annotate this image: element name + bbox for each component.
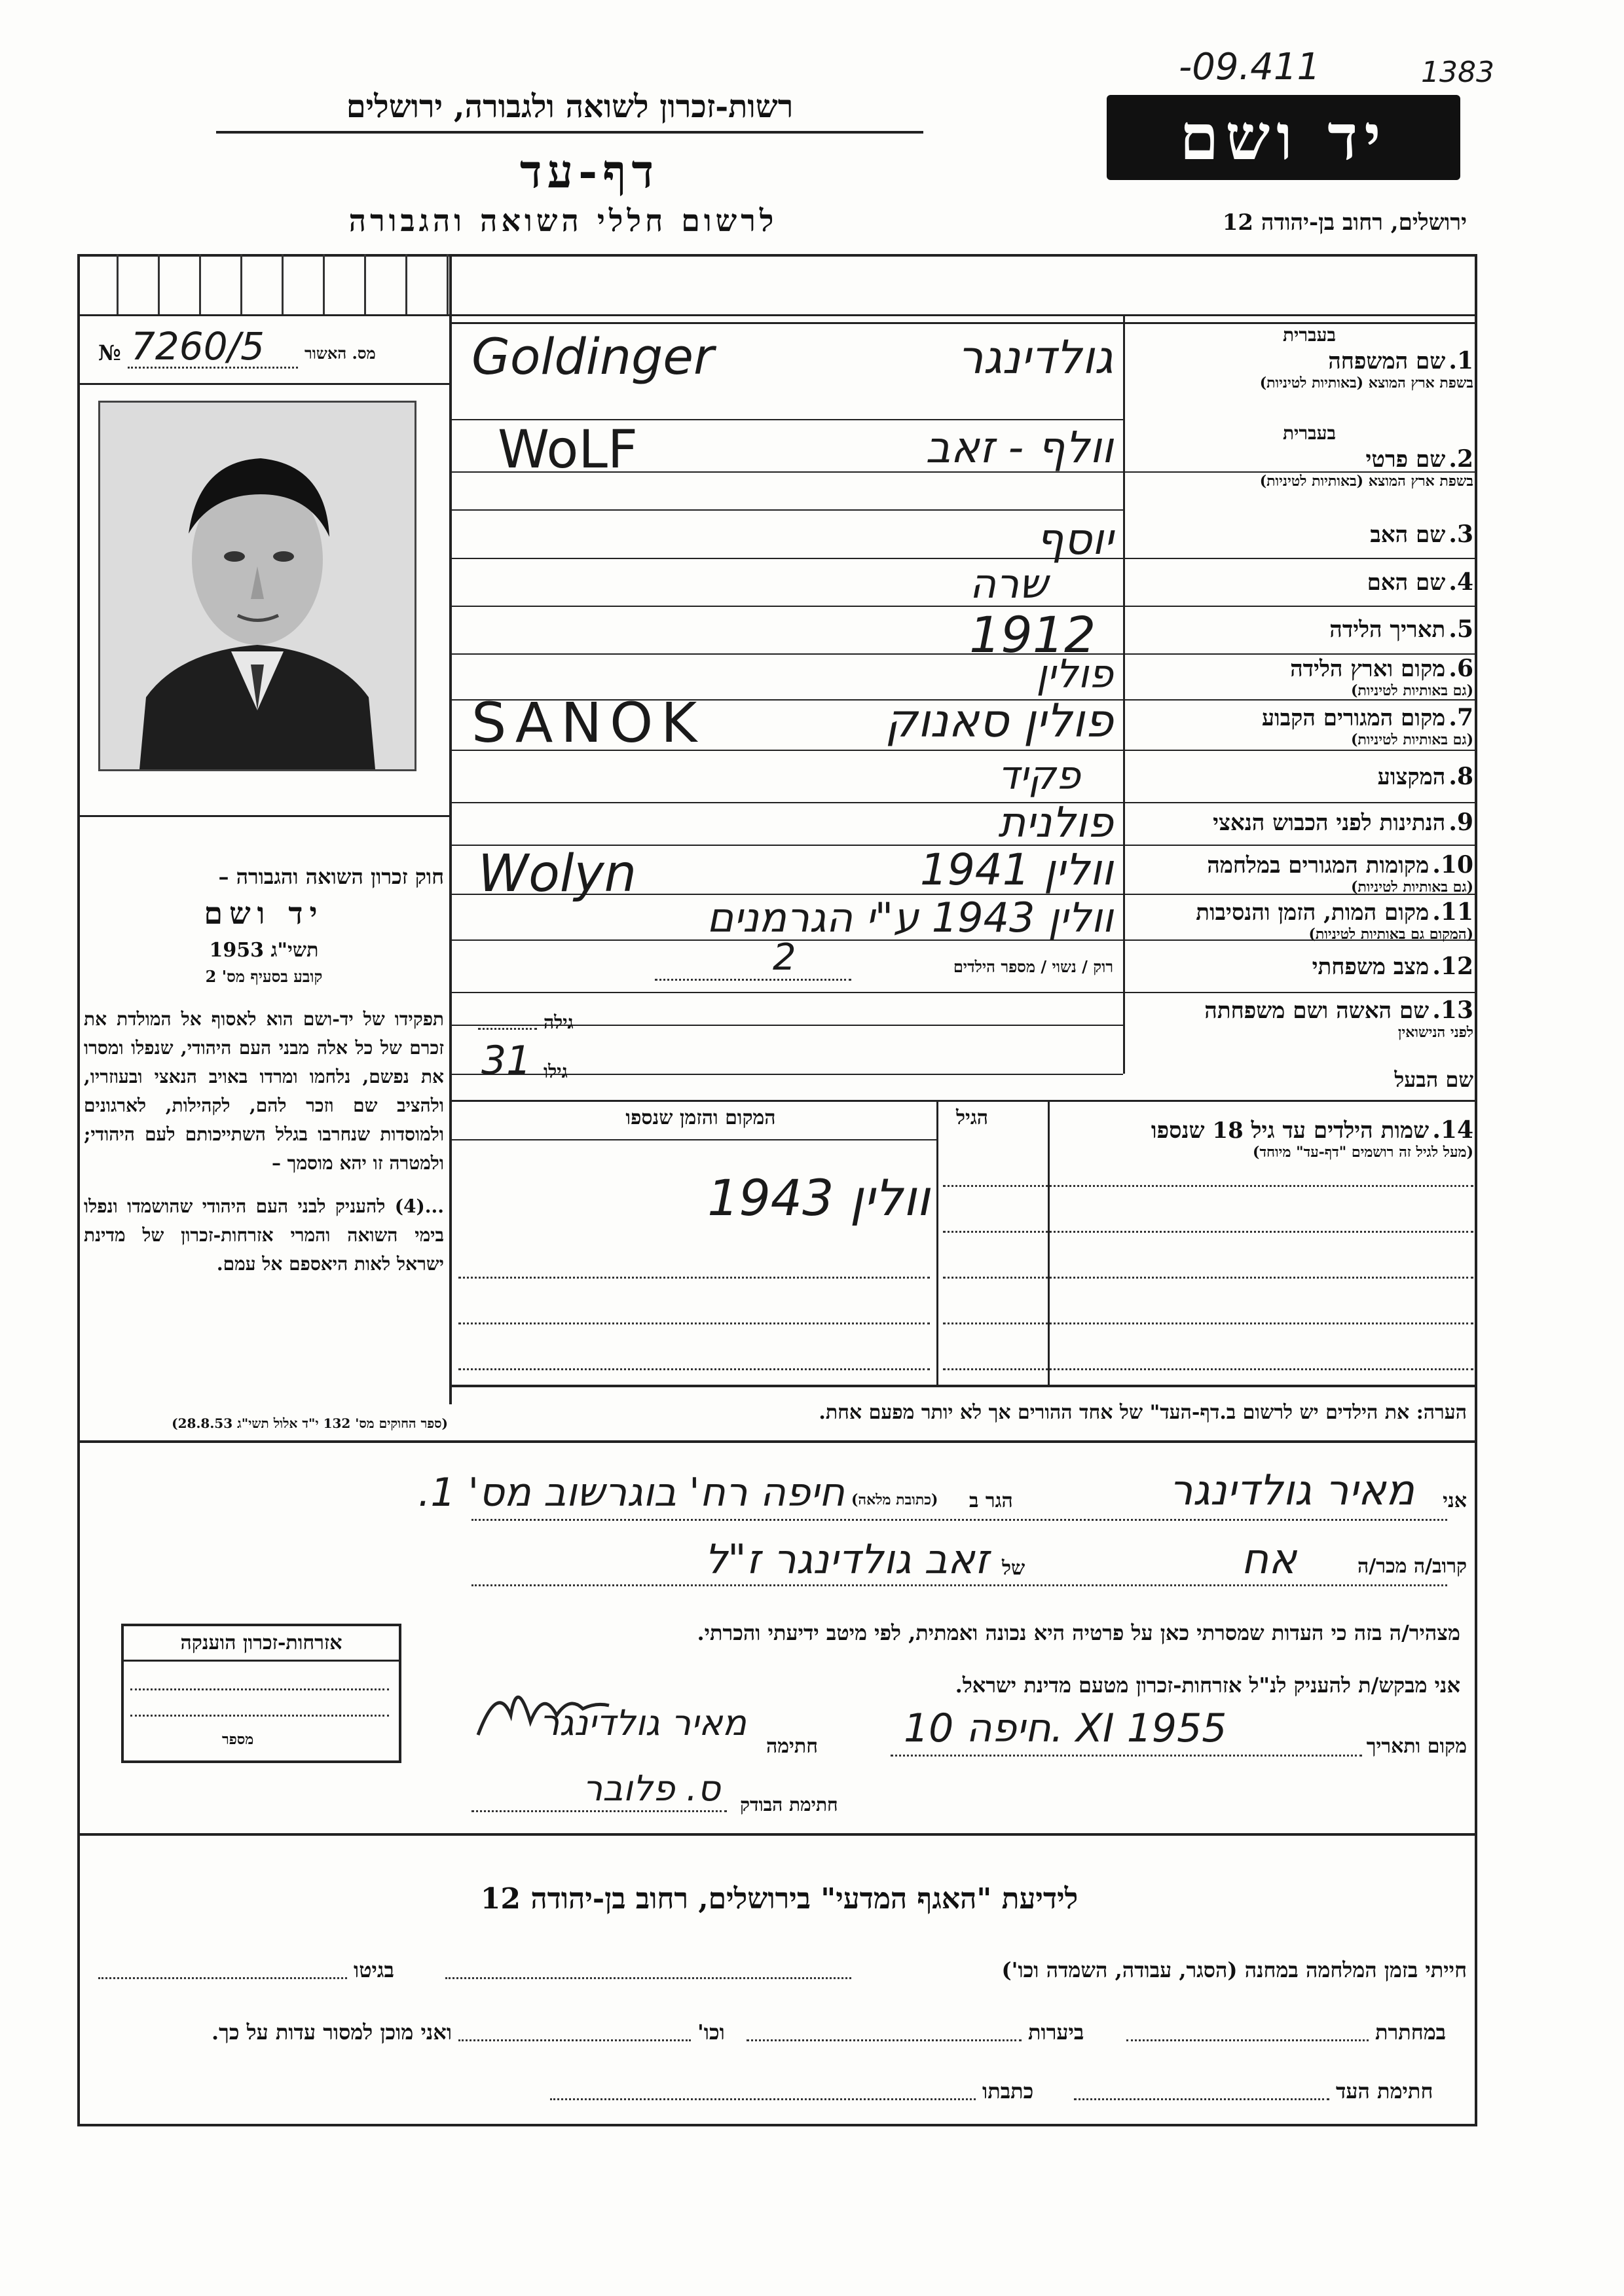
ref-number: 1383 <box>1421 56 1494 89</box>
approval-prefix: № <box>98 340 121 365</box>
signature: מאיר גולדינגר <box>539 1702 747 1743</box>
law-clause: קובע בסעיף מס' 2 <box>205 967 323 986</box>
occupation: פקיד <box>997 753 1080 799</box>
field-13-label: 13. שם האשה ושם משפחתה לפני הנישואין <box>1204 996 1473 1041</box>
footer-line2-a: במחתרת <box>1375 2020 1447 2045</box>
declaration-text: מצהיר/ה בזה כי העדות שמסרתי כאן על פרטיה היא נכונה ואמתית, לפי מיטב ידיעתי והכרתי. <box>697 1620 1460 1645</box>
husband-age-label: גילו <box>544 1061 568 1082</box>
wartime-latin: Wolyn <box>478 845 637 903</box>
portrait-silhouette <box>100 403 415 769</box>
address: ירושלים, רחוב בן-יהודה 12 <box>1222 210 1467 236</box>
yad-vashem-logo <box>1107 95 1460 180</box>
birth-date: 1912 <box>969 606 1096 664</box>
residence-latin: SANOK <box>471 691 705 755</box>
footer-line2-b: ביערות <box>1028 2020 1084 2045</box>
nationality: פולנית <box>998 799 1113 847</box>
father-name: יוסף <box>1036 514 1113 564</box>
footer-line3-a: חתימת העד <box>1336 2079 1433 2104</box>
field-2-note: בעברית <box>1282 422 1336 444</box>
law-text: תפקידו של יד-ושם הוא לאסוף אל המולדת את זכרם של כל אלה מבני העם היהודי, שנפלו ומסרו את נפשם, נלחמו ומרדו באויב הנאצי ובעוזריו, ולהציב שם וזכר להם, לקהילות, לארגונים ולמוסדות שנחרבו בגלל השתייכותם לעם היהודי; ולמטרה זו יהא מוסמך – <box>84 1008 444 1174</box>
relation-label: קרוב/ה מכר/ה <box>1357 1555 1467 1578</box>
children-title: 14. שמות הילדים עד גיל 18 שנספו (מעל לגיל זה רושמים "דף-עד" מיוחד) <box>1151 1116 1473 1161</box>
logo-text: יד ושם <box>1179 100 1388 174</box>
footer-line2-c: וכו' <box>697 2020 725 2045</box>
wife-age-label: גילה <box>544 1011 574 1033</box>
law-title-1: חוק זכרון השואה והגבורה – <box>218 864 444 889</box>
declarant-address: חיפה רח' בוגרשוב מס' 1. <box>418 1470 845 1516</box>
note: הערה: את הילדים יש לרשום ב.דף-העד" של אחד ההורים אך לא יותר מפעם אחת. <box>819 1401 1467 1424</box>
field-4-label: 4. שם האם <box>1367 568 1473 596</box>
footer-line3-b: כתבתו <box>982 2079 1034 2104</box>
authority-underline <box>216 131 923 134</box>
children-count: 2 <box>773 936 796 979</box>
firstname-latin: WoLF <box>498 419 638 480</box>
stamp-number-label: מספר <box>222 1731 254 1748</box>
top-cells <box>77 254 451 314</box>
field-7-label: 7. מקום המגורים הקבוע (גם באותיות לטיניות) <box>1261 704 1473 748</box>
footer-title: לידיעת "האגף המדעי" בירושלים, רחוב בן-יהודה 12 <box>480 1882 1079 1916</box>
ref-handwritten: -09.411 <box>1179 46 1321 88</box>
wartime-hebrew: וולין 1941 <box>919 845 1113 895</box>
declarant-name: מאיר גולדינגר <box>1169 1467 1414 1515</box>
declarant-line1-label: אני <box>1443 1489 1467 1512</box>
address-note: (כתובת מלאה) <box>851 1491 938 1508</box>
stamp-title: אזרחות-זכרון הוענקה <box>124 1631 399 1662</box>
footer-line1-b: בגיטו <box>354 1958 394 1982</box>
field-6-label: 6. מקום וארץ הלידה (גם באותיות לטיניות) <box>1290 655 1473 699</box>
field-1-label: 1. שם המשפחה בשפת ארץ המוצא (באותיות לטיניות) <box>1259 347 1473 392</box>
form-title: דף-עד <box>519 144 659 198</box>
authority-title: רשות-זכרון לשואה ולגבורה, ירושלים <box>346 88 794 125</box>
approval-label: מס. האשור <box>304 344 376 363</box>
field-9-label: 9. הנתינות לפני הכבוש הנאצי <box>1213 809 1473 836</box>
residence-hebrew: פולין סאנוק <box>885 694 1113 748</box>
law-title-2: יד ושם <box>204 896 324 931</box>
signature-label: חתימה <box>766 1735 818 1758</box>
field-10-label: 10. מקומות המגורים במלחמה (גם באותיות לטיניות) <box>1207 851 1473 896</box>
sidebar-divider <box>449 254 452 1404</box>
children-col-place: המקום והזמן שנספו <box>625 1106 776 1129</box>
field-11-label: 11. מקום המות, הזמן והנסיבות (המקום גם באותיות לטיניות) <box>1196 898 1473 943</box>
request-text: אני מבקש/ת להעניק לנ"ל אזרחות-זכרון מטעם מדינת ישראל. <box>955 1673 1460 1698</box>
declarant-resides: הגר ב <box>969 1489 1013 1512</box>
surname-latin: Goldinger <box>471 327 714 386</box>
approval-value: 7260/5 <box>131 324 265 369</box>
field-5-label: 5. תאריך הלידה <box>1329 615 1473 643</box>
husband-age: 31 <box>481 1038 532 1084</box>
form-subtitle: לרשום חללי השואה והגבורה <box>348 203 778 238</box>
footer-line2-d: ואני מוכן למסור עדות על כך. <box>211 2020 452 2045</box>
place-date-label: מקום ותאריך <box>1366 1735 1467 1758</box>
children-col-age: הגיל <box>956 1106 989 1129</box>
field-1-note: בעברית <box>1282 324 1336 346</box>
firstname-hebrew: וולף - זאב <box>925 422 1113 473</box>
footer-line1-a: חייתי בזמן המלחמה במחנה (הסגר, עבודה, השמדה וכו') <box>1001 1958 1467 1982</box>
signature-scribble <box>471 1669 616 1748</box>
field-12-label: 12. מצב משפחתי <box>1312 953 1473 980</box>
law-box <box>84 864 444 1279</box>
field-3-label: 3. שם האב <box>1370 520 1473 548</box>
checker-signature: ס. פלובר <box>582 1768 720 1809</box>
marital-options: רוק / נשוי / מספר הילדים <box>953 957 1113 976</box>
of-name: זאב גולדינגר ז"ל <box>704 1535 989 1583</box>
field-2-label: 2. שם פרטי בשפת ארץ המוצא (באותיות לטיניות) <box>1259 445 1473 490</box>
law-text-2: ...(4) להעניק לבני העם היהודי שהושמדו ונפלו בימי השואה והמרי אזרחות-זכרון של מדינת ישראל לאות היאספם אל עמם. <box>84 1195 444 1275</box>
relation-value: אח <box>1241 1535 1297 1584</box>
mother-name: שרה <box>969 560 1048 608</box>
field-8-label: 8. המקצוע <box>1377 763 1473 790</box>
of-label: של <box>1002 1557 1025 1580</box>
law-year: תשי"ג 1953 <box>209 939 319 962</box>
death-info: וולין 1943 ע"י הגרמנים <box>707 894 1113 941</box>
place-date-value: חיפה 10. XI 1955 <box>904 1705 1227 1751</box>
child-entry: וולין 1943 <box>707 1169 930 1227</box>
law-reference: (ספר החוקים מס' 132 י"ד אלול תשי"ג 28.8.53) <box>172 1415 448 1431</box>
birth-place: פולין <box>1036 651 1113 697</box>
surname-hebrew: גולדינגר <box>957 331 1113 384</box>
checker-label: חתימת הבודק <box>740 1794 838 1815</box>
portrait-photo <box>98 401 416 771</box>
husband-label: שם הבעל <box>1394 1067 1473 1092</box>
citizenship-stamp-box <box>121 1624 401 1763</box>
